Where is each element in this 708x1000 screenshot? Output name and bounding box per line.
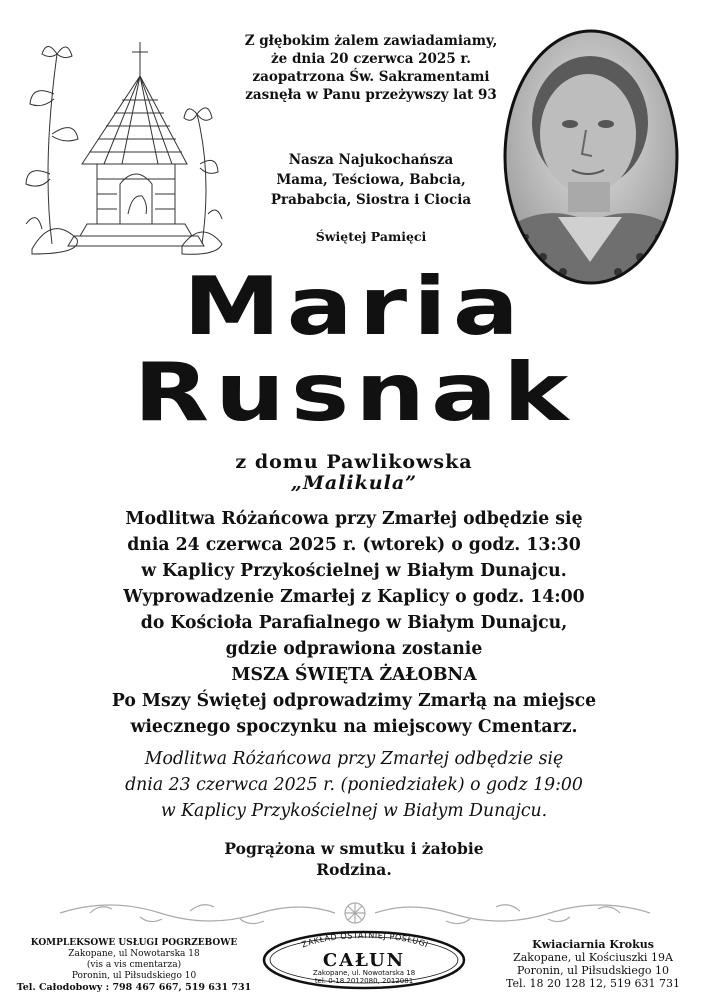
- announcement-line: do Kościoła Parafialnego w Białym Dunajcu,: [140, 613, 568, 633]
- intro-text: Z głębokim żalem zawiadamiamy, że dnia 20 czerwca 2025 r. zaopatrzona Św. Sakramentami zasnęła w Panu przeżywszy lat 93: [244, 33, 498, 103]
- memory-heading: Świętej Pamięci: [315, 229, 427, 244]
- funeral-services-title: KOMPLEKSOWE USŁUGI POGRZEBOWE: [30, 938, 238, 948]
- nickname: „Malikula”: [290, 472, 418, 494]
- florist-info: Kwiaciarnia Krokus Zakopane, ul Kościuszki 19A Poronin, ul Piłsudskiego 10 Tel. 18 20 128 12, 519 631 731: [486, 938, 700, 990]
- maiden-name: z domu Pawlikowska: [235, 451, 473, 473]
- announcement-line: Modlitwa Różańcowa przy Zmarłej odbędzie się: [125, 509, 583, 529]
- announcement-line: dnia 24 czerwca 2025 r. (wtorek) o godz. 13:30: [127, 535, 581, 555]
- florist-title: Kwiaciarnia Krokus: [532, 938, 654, 951]
- calun-brand: CAŁUN: [322, 950, 406, 971]
- mourning-signature: Pogrążona w smutku i żałobie Rodzina.: [224, 839, 484, 879]
- deceased-last-name: Rusnak: [133, 346, 575, 440]
- funeral-services-info: KOMPLEKSOWE USŁUGI POGRZEBOWE Zakopane, ul Nowotarska 18 (vis a vis cmentarza) Poronin, ul Piłsudskiego 10 Tel. Całodobowy : 798 467 667, 519 631 731: [16, 938, 252, 993]
- chapel-drawing: [12, 14, 227, 264]
- ornament-divider: [50, 895, 660, 931]
- portrait-photo: [498, 22, 684, 292]
- svg-text:Zakopane, ul. Nowotarska 18: Zakopane, ul. Nowotarska 18: [312, 969, 416, 977]
- svg-text:tel. 0-18 2012080, 2012081: tel. 0-18 2012080, 2012081: [314, 977, 414, 985]
- announcement-line: gdzie odprawiona zostanie: [225, 639, 483, 659]
- rosary-line: Modlitwa Różańcowa przy Zmarłej odbędzie się: [144, 749, 564, 769]
- announcement-line: Wyprowadzenie Zmarłej z Kaplicy o godz. 14:00: [123, 587, 585, 607]
- announcement-line: Po Mszy Świętej odprowadzimy Zmarłą na miejsce: [111, 691, 597, 711]
- family-relations: Nasza Najukochańsza Mama, Teściowa, Babcia, Prababcia, Siostra i Ciocia: [270, 152, 472, 208]
- rosary-line: dnia 23 czerwca 2025 r. (poniedziałek) o godz 19:00: [125, 775, 583, 795]
- rosary-note: [20, 746, 688, 824]
- funeral-announcement: [20, 506, 688, 740]
- announcement-line: MSZA ŚWIĘTA ŻAŁOBNA: [231, 665, 477, 685]
- rosary-line: w Kaplicy Przykościelnej w Białym Dunajcu.: [160, 801, 548, 821]
- deceased-first-name: Maria: [183, 260, 525, 354]
- svg-text:ZAKŁAD OSTATNIEJ POSŁUGI: ZAKŁAD OSTATNIEJ POSŁUGI: [300, 930, 430, 950]
- announcement-line: wiecznego spoczynku na miejscowy Cmentarz.: [130, 717, 578, 737]
- announcement-line: w Kaplicy Przykościelnej w Białym Dunajcu.: [141, 561, 567, 581]
- calun-logo: [262, 930, 467, 990]
- funeral-services-phone: Tel. Całodobowy : 798 467 667, 519 631 731: [16, 982, 252, 993]
